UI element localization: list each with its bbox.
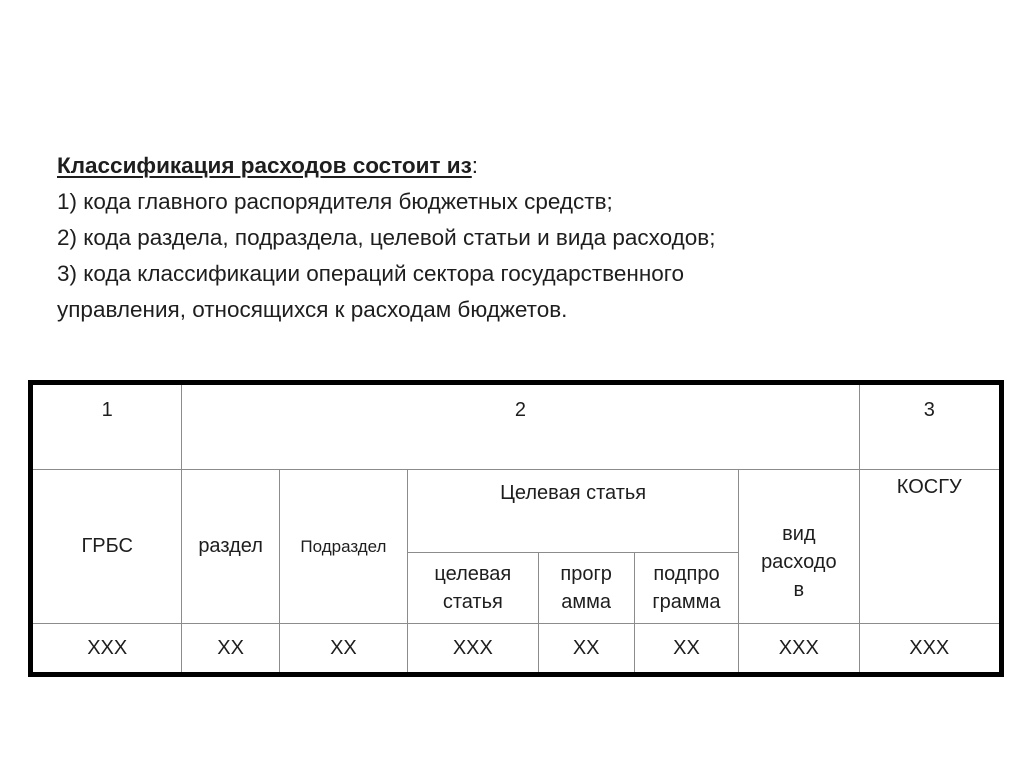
intro-line-3: 3) кода классификации операций сектора государственного <box>57 261 684 286</box>
header-razdel: раздел <box>182 470 279 624</box>
header-podrazdel: Подраздел <box>279 470 407 624</box>
group-number-3: 3 <box>859 383 1001 470</box>
value-vid-rashodov: XXX <box>739 624 859 675</box>
header-row <box>31 470 1002 553</box>
header-vid-rashodov-line-2: расходо <box>761 550 837 573</box>
subheader-programma <box>538 553 634 624</box>
value-razdel: XX <box>182 624 279 675</box>
value-podprogramma: XX <box>634 624 738 675</box>
budget-code-table <box>28 380 1004 677</box>
intro-line-2: 2) кода раздела, подраздела, целевой статьи и вида расходов; <box>57 225 716 250</box>
header-vid-rashodov-line-3: в <box>793 578 805 601</box>
subheader-podprogramma-line-2: грамма <box>652 591 721 613</box>
value-tselevaya-statya: XXX <box>408 624 538 675</box>
group-number-2: 2 <box>182 383 859 470</box>
subheader-programma-line-2: амма <box>561 591 612 613</box>
intro-line-1: 1) кода главного распорядителя бюджетных средств; <box>57 189 613 214</box>
subheader-tselevaya-line-2: статья <box>442 591 503 613</box>
header-vid-rashodov <box>739 470 859 624</box>
intro-text <box>57 148 957 328</box>
subheader-podprogramma <box>634 553 738 624</box>
subheader-programma-line-1: прогр <box>560 563 612 585</box>
intro-heading-colon: : <box>471 153 479 178</box>
header-grbs: ГРБС <box>31 470 182 624</box>
group-number-1: 1 <box>31 383 182 470</box>
value-kosgu: XXX <box>859 624 1001 675</box>
subheader-podprogramma-line-1: подпро <box>653 563 720 585</box>
header-vid-rashodov-line-1: вид <box>782 522 816 545</box>
value-programma: XX <box>538 624 634 675</box>
subheader-tselevaya-line-1: целевая <box>434 563 512 585</box>
header-tselevaya-statya: Целевая статья <box>408 470 739 553</box>
intro-heading-line <box>57 148 957 184</box>
subheader-tselevaya-statya <box>408 553 538 624</box>
value-podrazdel: XX <box>279 624 407 675</box>
values-row <box>31 624 1002 675</box>
value-grbs: XXX <box>31 624 182 675</box>
intro-heading: Классификация расходов состоит из <box>57 153 472 178</box>
intro-line-4: управления, относящихся к расходам бюджетов. <box>57 297 568 322</box>
group-number-row <box>31 383 1002 470</box>
header-kosgu: КОСГУ <box>859 470 1001 624</box>
